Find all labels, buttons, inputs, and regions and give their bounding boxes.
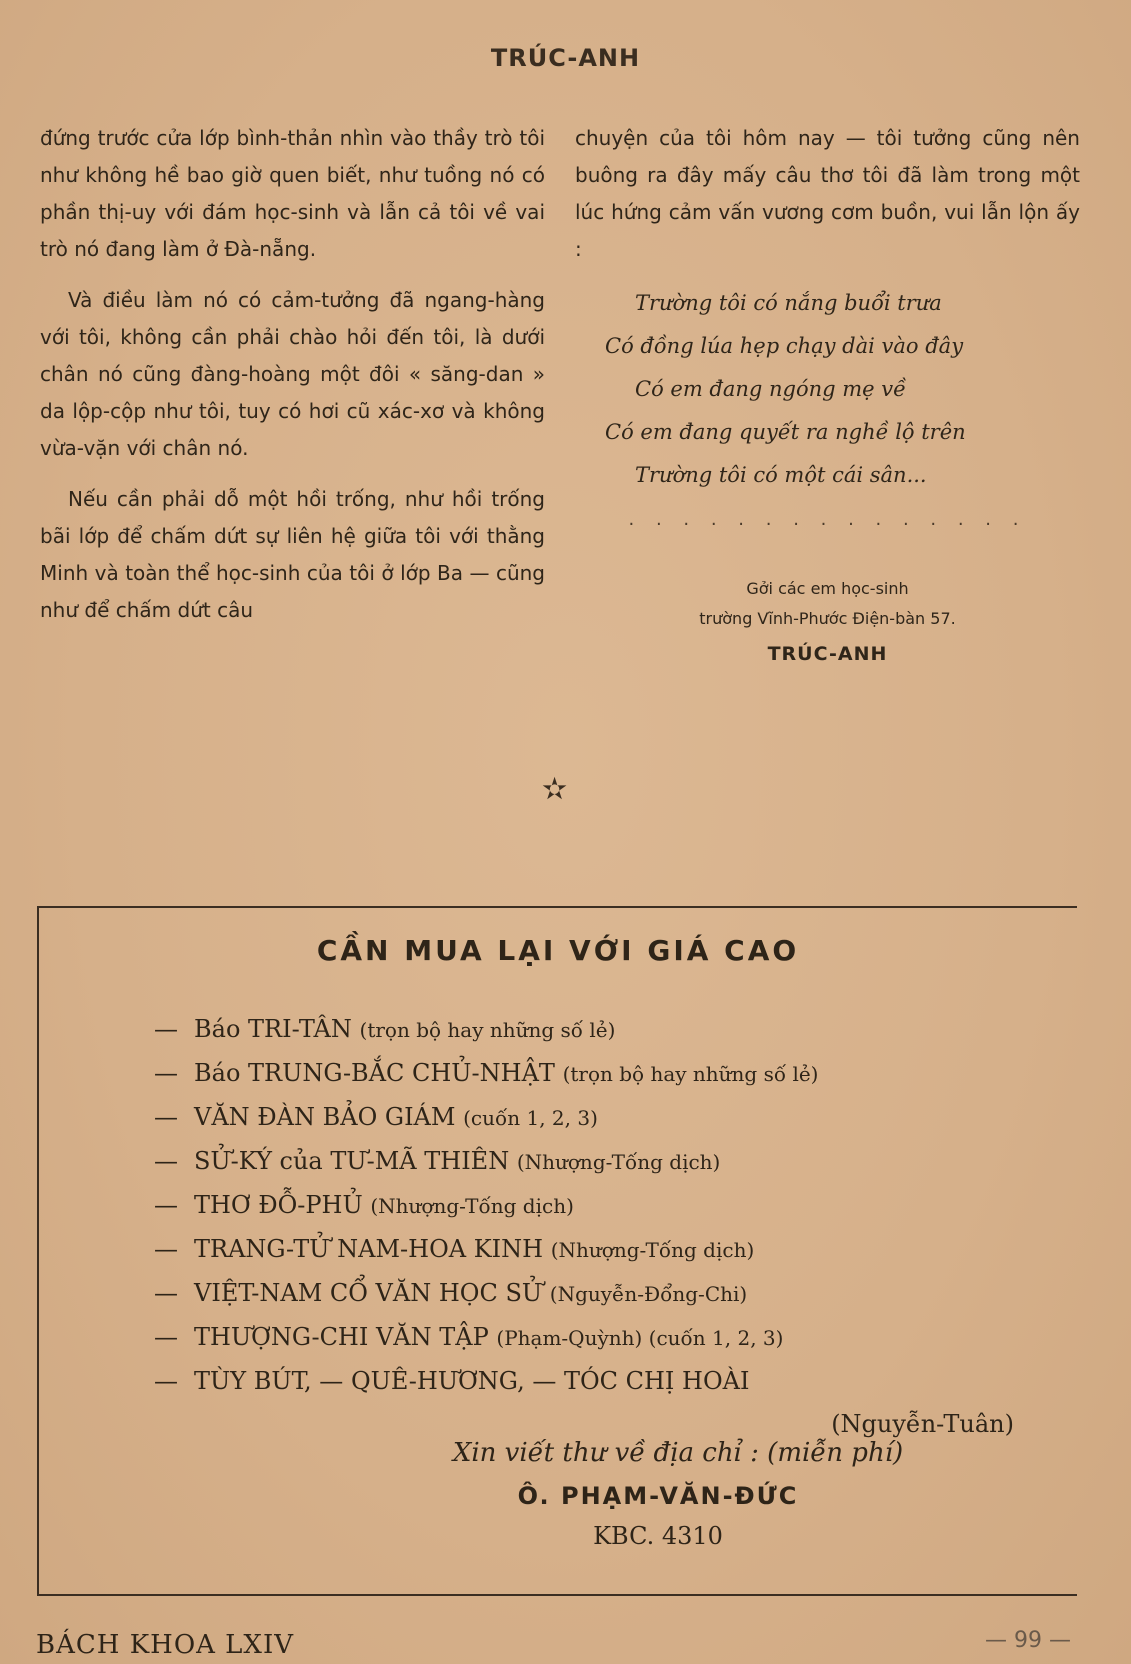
item-note: (Nhượng-Tống dịch) [550,1238,755,1262]
advertisement-title: CẦN MUA LẠI VỚI GIÁ CAO [316,934,800,967]
page-header-title: TRÚC-ANH [490,44,641,72]
poem-line: Có em đang ngóng mẹ về [635,377,907,401]
item-title: SỬ-KÝ của TƯ-MÃ THIÊN [194,1147,510,1175]
item-title: THƠ ĐỖ-PHỦ [194,1191,363,1219]
list-item: — Báo TRUNG-BẮC CHỦ-NHẬT (trọn bộ hay những số lẻ) [154,1059,819,1087]
author-signature: TRÚC-ANH [767,643,888,665]
poem-line: Trường tôi có một cái sân... [635,463,927,487]
address-kbc: KBC. 4310 [593,1522,723,1550]
item-title: Báo TRI-TÂN [194,1015,352,1043]
list-item: — TÙY BÚT, — QUÊ-HƯƠNG, — TÓC CHỊ HOÀI [154,1367,750,1395]
item-note: (Nguyễn-Đổng-Chi) [549,1282,748,1306]
item-title: Báo TRUNG-BẮC CHỦ-NHẬT [194,1059,555,1087]
item-note: (trọn bộ hay những số lẻ) [359,1018,616,1042]
item-note: (Phạm-Quỳnh) (cuốn 1, 2, 3) [496,1326,784,1350]
poem-line: Có đồng lúa hẹp chạy dài vào đây [605,334,964,358]
item-title: THƯỢNG-CHI VĂN TẬP [194,1323,489,1351]
dedication [575,574,1080,634]
list-item: — THƯỢNG-CHI VĂN TẬP (Phạm-Quỳnh) (cuốn 1, 2, 3) [154,1323,784,1351]
item-title: TÙY BÚT, — QUÊ-HƯƠNG, — TÓC CHỊ HOÀI [194,1367,750,1395]
address-name: Ô. PHẠM-VĂN-ĐỨC [517,1482,799,1510]
address-label: Xin viết thư về địa chỉ : (miễn phí) [452,1438,904,1468]
footer-page-number: — 99 — [985,1628,1071,1653]
advertisement-box [37,906,1077,1596]
item-title: VĂN ĐÀN BẢO GIÁM [194,1103,456,1131]
footer-publication: BÁCH KHOA LXIV [36,1630,294,1660]
ellipsis-dots: . . . . . . . . . . . . . . . [628,509,1027,530]
left-paragraph-2: Và điều làm nó có cảm-tưởng đã ngang-hàng với tôi, không cần phải chào hỏi đến tôi, là dưới chân nó cũng đàng-hoàng một đôi « săng-dan » da lộp-cộp như tôi, tuy có hơi cũ xác-xơ và không vừa-vặn với chân nó. [40,288,545,460]
list-item: — VĂN ĐÀN BẢO GIÁM (cuốn 1, 2, 3) [154,1103,598,1131]
poem-line: Trường tôi có nắng buổi trưa [635,291,942,315]
item-title: VIỆT-NAM CỔ VĂN HỌC SỬ [194,1279,543,1307]
left-column [40,120,545,643]
item-note: (cuốn 1, 2, 3) [463,1106,598,1130]
item-title: TRANG-TỬ NAM-HOA KINH [194,1235,544,1263]
right-paragraph-1: chuyện của tôi hôm nay — tôi tưởng cũng nên buông ra đây mấy câu thơ tôi đã làm trong một lúc hứng cảm vấn vương cơm buồn, vui lẫn lộn ấy : [575,126,1080,261]
contact-address [39,1438,1077,1550]
book-wanted-list [154,1008,1034,1446]
item-note: (trọn bộ hay những số lẻ) [562,1062,819,1086]
left-paragraph-3: Nếu cần phải dỗ một hồi trống, như hồi trống bãi lớp để chấm dứt sự liên hệ giữa tôi với thằng Minh và toàn thể học-sinh của tôi ở lớp Ba — cũng như để chấm dứt câu [40,487,545,622]
item-author: (Nguyễn-Tuân) [831,1410,1014,1438]
list-item: — TRANG-TỬ NAM-HOA KINH (Nhượng-Tống dịch) [154,1235,755,1263]
left-paragraph-1: đứng trước cửa lớp bình-thản nhìn vào thầy trò tôi như không hề bao giờ quen biết, như tuồng nó có phần thị-uy với đám học-sinh và lẫn cả tôi về vai trò nó đang làm ở Đà-nẵng. [40,126,545,261]
list-item: — THƠ ĐỖ-PHỦ (Nhượng-Tống dịch) [154,1191,574,1219]
item-note: (Nhượng-Tống dịch) [370,1194,574,1218]
dedication-line-2: trường Vĩnh-Phước Điện-bàn 57. [699,609,956,628]
dedication-line-1: Gởi các em học-sinh [746,579,909,598]
poem-line: Có em đang quyết ra nghề lộ trên [605,420,966,444]
list-item: — SỬ-KÝ của TƯ-MÃ THIÊN (Nhượng-Tống dịch) [154,1147,721,1175]
list-item: — VIỆT-NAM CỔ VĂN HỌC SỬ (Nguyễn-Đổng-Chi) [154,1279,748,1307]
poem [575,282,1080,497]
list-item: — Báo TRI-TÂN (trọn bộ hay những số lẻ) [154,1015,616,1043]
right-column [575,120,1080,673]
item-note: (Nhượng-Tống dịch) [516,1150,721,1174]
star-separator-icon: ✫ [542,772,568,807]
